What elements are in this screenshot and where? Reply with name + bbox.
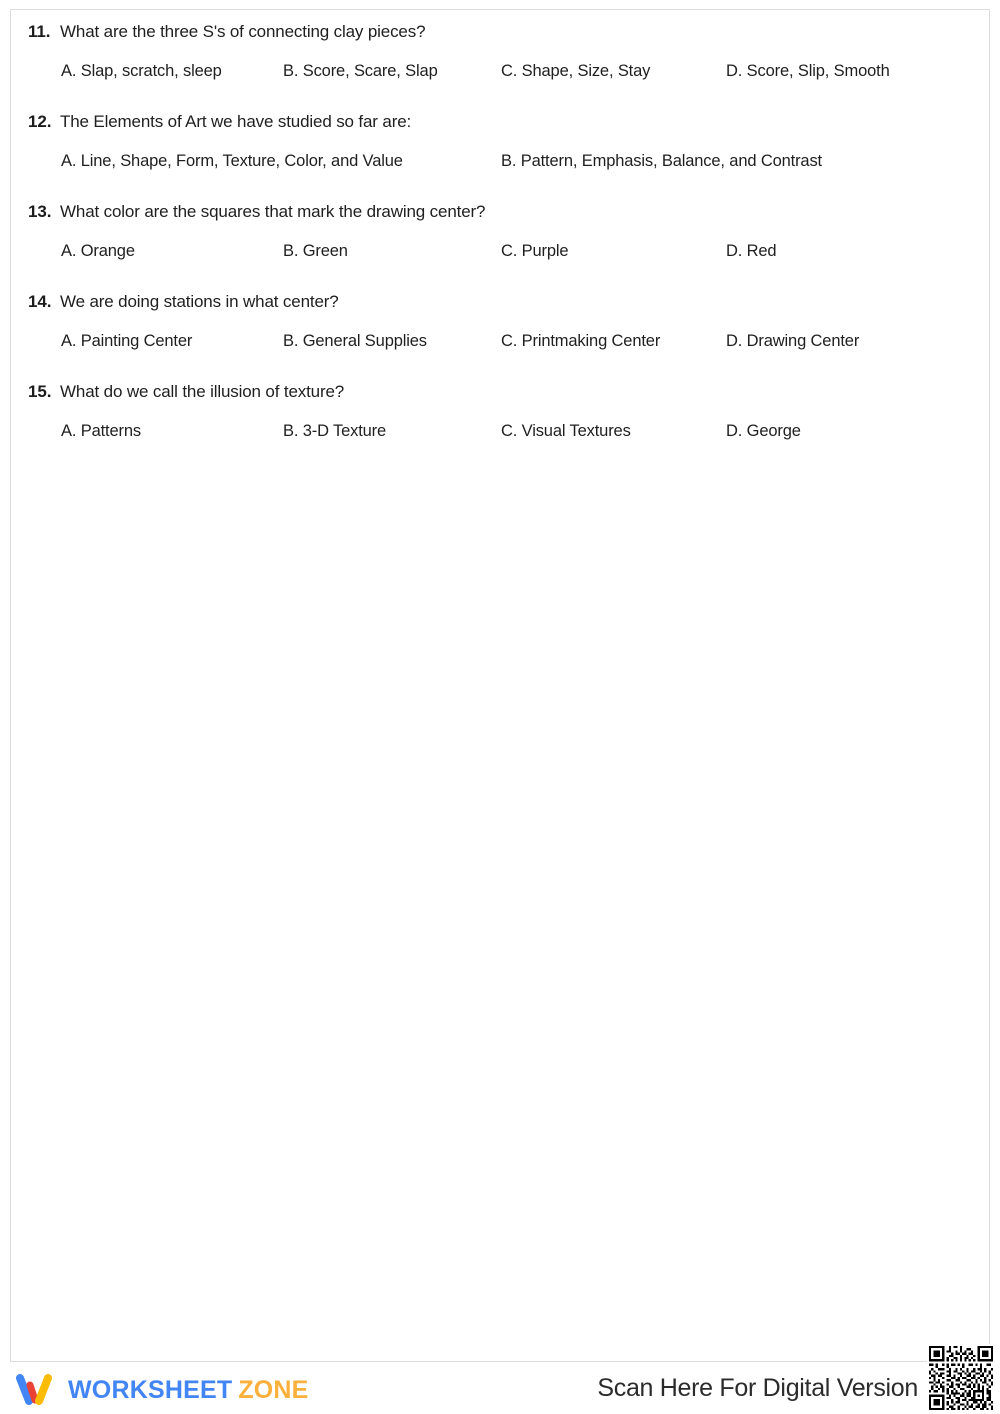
question-prompt-row: [11, 202, 989, 228]
question-list: [11, 10, 989, 460]
page-footer: [0, 1366, 1000, 1414]
answer-option-c[interactable]: C. Shape, Size, Stay: [501, 62, 651, 80]
question-item: [11, 370, 989, 460]
question-number: 12.: [28, 112, 52, 131]
question-number: 13.: [28, 202, 52, 221]
brand-secondary-text: ZONE: [238, 1375, 309, 1404]
answer-options: [11, 332, 989, 356]
question-prompt-row: [11, 292, 989, 318]
answer-option-b[interactable]: B. Score, Scare, Slap: [283, 62, 438, 80]
answer-option-c[interactable]: C. Visual Textures: [501, 422, 631, 440]
answer-option-a[interactable]: A. Orange: [61, 242, 135, 260]
answer-options: [11, 422, 989, 446]
question-prompt-row: [11, 22, 989, 48]
question-item: [11, 280, 989, 370]
answer-option-a[interactable]: A. Line, Shape, Form, Texture, Color, and Value: [61, 152, 403, 170]
question-item: [11, 190, 989, 280]
qr-code-graphic: [929, 1346, 993, 1410]
worksheet-zone-logo[interactable]: [14, 1368, 309, 1412]
answer-option-b[interactable]: B. Green: [283, 242, 348, 260]
answer-option-b[interactable]: B. 3-D Texture: [283, 422, 387, 440]
question-item: [11, 100, 989, 190]
answer-option-c[interactable]: C. Printmaking Center: [501, 332, 661, 350]
answer-option-a[interactable]: A. Patterns: [61, 422, 141, 440]
question-number: 14.: [28, 292, 52, 311]
answer-options: [11, 152, 989, 176]
question-number: 11.: [28, 22, 51, 41]
qr-code-icon[interactable]: [927, 1344, 995, 1412]
brand-primary-text: WORKSHEET: [68, 1375, 233, 1404]
brand-wordmark: [68, 1375, 309, 1404]
question-text: What are the three S's of connecting clay pieces?: [60, 22, 426, 41]
question-text: We are doing stations in what center?: [60, 292, 339, 311]
scan-prompt-text: Scan Here For Digital Version: [597, 1374, 918, 1402]
answer-option-a[interactable]: A. Painting Center: [61, 332, 193, 350]
question-item: [11, 10, 989, 100]
answer-option-d[interactable]: D. Drawing Center: [726, 332, 860, 350]
worksheet-zone-w-mark-icon: [14, 1373, 60, 1407]
answer-option-c[interactable]: C. Purple: [501, 242, 569, 260]
question-text: The Elements of Art we have studied so far are:: [60, 112, 412, 131]
answer-option-b[interactable]: B. General Supplies: [283, 332, 427, 350]
answer-options: [11, 62, 989, 86]
question-prompt-row: [11, 112, 989, 138]
answer-option-a[interactable]: A. Slap, scratch, sleep: [61, 62, 222, 80]
question-prompt-row: [11, 382, 989, 408]
worksheet-content-box: [10, 9, 990, 1362]
question-text: What color are the squares that mark the drawing center?: [60, 202, 486, 221]
question-number: 15.: [28, 382, 52, 401]
answer-option-d[interactable]: D. Red: [726, 242, 777, 260]
question-text: What do we call the illusion of texture?: [60, 382, 345, 401]
answer-options: [11, 242, 989, 266]
answer-option-d[interactable]: D. Score, Slip, Smooth: [726, 62, 890, 80]
answer-option-b[interactable]: B. Pattern, Emphasis, Balance, and Contrast: [501, 152, 822, 170]
answer-option-d[interactable]: D. George: [726, 422, 801, 440]
